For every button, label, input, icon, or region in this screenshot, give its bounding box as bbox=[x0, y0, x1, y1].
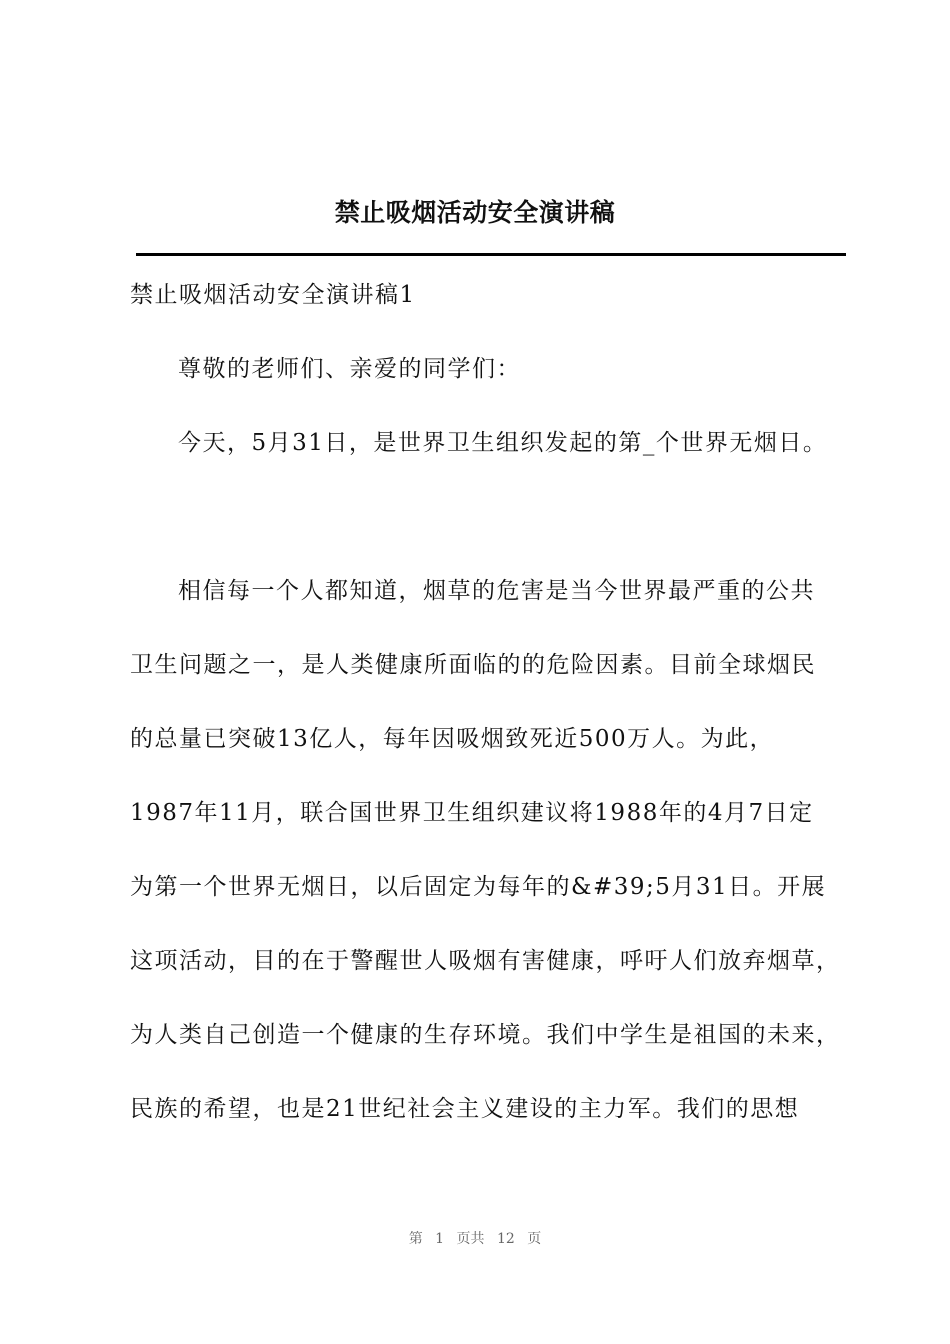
body-line: 卫生问题之一，是人类健康所面临的的危险因素。目前全球烟民 bbox=[130, 652, 816, 678]
salutation: 尊敬的老师们、亲爱的同学们： bbox=[178, 356, 521, 382]
section-heading: 禁止吸烟活动安全演讲稿1 bbox=[130, 282, 416, 308]
body-line: 的总量已突破13亿人，每年因吸烟致死近500万人。为此， bbox=[130, 726, 775, 752]
title-divider bbox=[136, 253, 846, 256]
body-line: 民族的希望，也是21世纪社会主义建设的主力军。我们的思想 bbox=[130, 1096, 800, 1122]
body-line: 这项活动，目的在于警醒世人吸烟有害健康，呼吁人们放弃烟草， bbox=[130, 948, 841, 974]
page-title: 禁止吸烟活动安全演讲稿 bbox=[334, 198, 616, 227]
body-line: 为第一个世界无烟日，以后固定为每年的&#39;5月31日。开展 bbox=[130, 874, 827, 900]
body-line: 相信每一个人都知道，烟草的危害是当今世界最严重的公共 bbox=[178, 578, 815, 604]
opening-paragraph: 今天，5月31日，是世界卫生组织发起的第_个世界无烟日。 bbox=[178, 430, 828, 456]
body-line: 为人类自己创造一个健康的生存环境。我们中学生是祖国的未来， bbox=[130, 1022, 841, 1048]
page-footer: 第 1 页共 12 页 bbox=[408, 1231, 542, 1247]
body-line: 1987年11月，联合国世界卫生组织建议将1988年的4月7日定 bbox=[130, 800, 814, 826]
